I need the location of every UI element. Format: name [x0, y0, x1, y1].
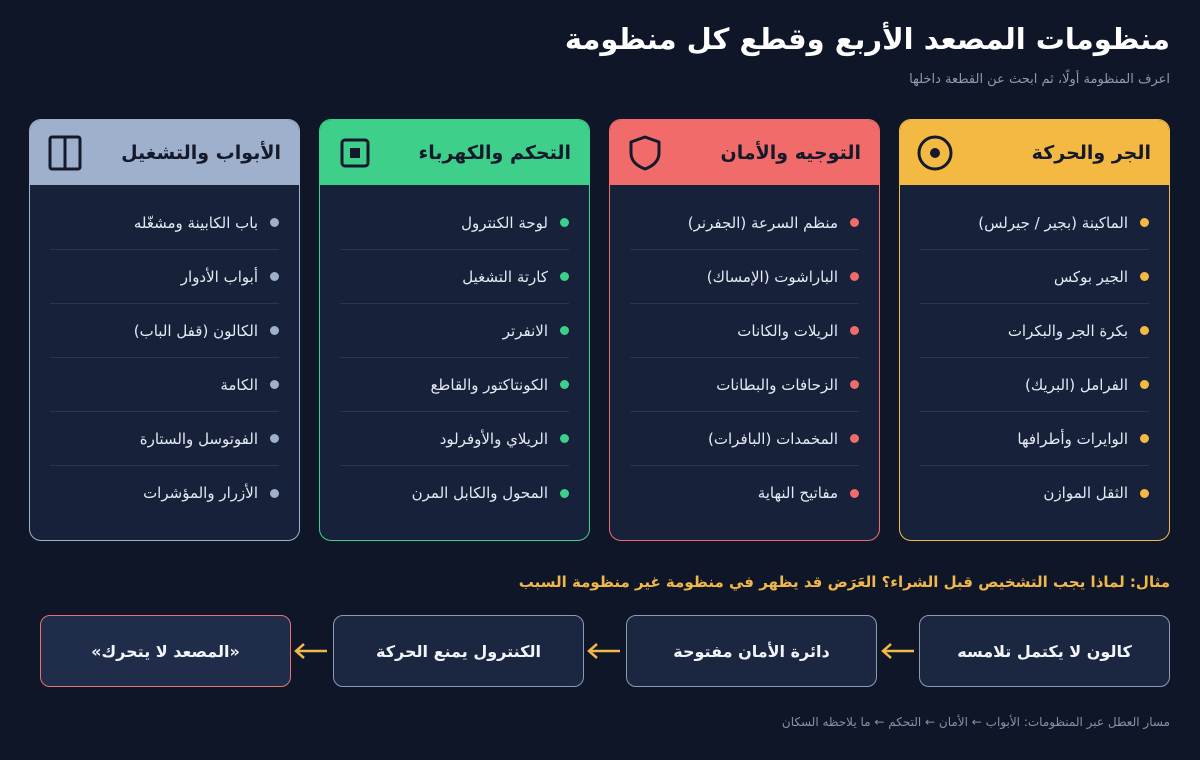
bullet-dot — [850, 489, 859, 498]
flow-step-door-lock: كالون لا يكتمل تلامسه — [919, 615, 1170, 687]
list-item — [340, 304, 569, 358]
list-item — [920, 250, 1149, 304]
item-label: الثقل الموازن — [1043, 484, 1128, 502]
list-item — [920, 304, 1149, 358]
example-caption: مثال: لماذا يجب التشخيص قبل الشراء؟ العَرَض قد يظهر في منظومة غير منظومة السبب — [518, 573, 1170, 591]
system-card-control — [319, 119, 590, 541]
bullet-dot — [850, 326, 859, 335]
bullet-dot — [850, 272, 859, 281]
item-label: الفرامل (البريك) — [1025, 375, 1128, 394]
item-label: الريلاي والأوفرلود — [439, 429, 548, 448]
card-header — [320, 120, 589, 185]
bullet-dot — [1140, 434, 1149, 443]
list-item — [630, 466, 859, 520]
list-item — [340, 466, 569, 520]
list-item — [50, 412, 279, 466]
list-item — [630, 412, 859, 466]
systems-cards — [30, 119, 1170, 541]
item-label: منظم السرعة (الجفرنر) — [687, 213, 838, 232]
list-item — [50, 196, 279, 250]
list-item — [340, 250, 569, 304]
list-item — [920, 358, 1149, 412]
bullet-dot — [850, 380, 859, 389]
item-label: الانفرتر — [502, 321, 548, 340]
system-card-safety — [609, 119, 880, 541]
list-item — [340, 196, 569, 250]
item-label: الماكينة (بجير / جيرلس) — [978, 213, 1128, 232]
arrow-left-icon — [293, 641, 329, 661]
bullet-dot — [270, 380, 279, 389]
list-item — [630, 304, 859, 358]
flow-step-symptom: «المصعد لا يتحرك» — [40, 615, 291, 687]
system-card-traction — [899, 119, 1170, 541]
item-label: الكامة — [220, 375, 258, 394]
list-item — [920, 412, 1149, 466]
chip-square-icon — [336, 134, 374, 172]
bullet-dot — [850, 218, 859, 227]
item-label: الكالون (قفل الباب) — [133, 321, 258, 340]
list-item — [340, 358, 569, 412]
item-label: مفاتيح النهاية — [757, 484, 838, 502]
target-circle-icon — [916, 134, 954, 172]
arrow-left-icon — [880, 641, 916, 661]
footer-note: مسار العطل عبر المنظومات: الأبواب ← الأمان ← التحكم ← ما يلاحظه السكان — [781, 715, 1170, 729]
bullet-dot — [1140, 326, 1149, 335]
bullet-dot — [270, 218, 279, 227]
card-header — [900, 120, 1169, 185]
item-label: الزحافات والبطانات — [716, 375, 838, 394]
bullet-dot — [270, 489, 279, 498]
card-item-list — [610, 185, 879, 520]
item-label: كارتة التشغيل — [462, 267, 548, 286]
arrow-left-icon — [586, 641, 622, 661]
list-item — [920, 466, 1149, 520]
shield-icon — [626, 134, 664, 172]
page-title: منظومات المصعد الأربع وقطع كل منظومة — [564, 22, 1170, 56]
bullet-dot — [270, 326, 279, 335]
item-label: الوايرات وأطرافها — [1017, 429, 1128, 448]
card-item-list — [30, 185, 299, 520]
item-label: الباراشوت (الإمساك) — [706, 267, 838, 286]
system-card-doors — [29, 119, 300, 541]
item-label: لوحة الكنترول — [461, 213, 548, 232]
card-item-list — [320, 185, 589, 520]
bullet-dot — [560, 380, 569, 389]
bullet-dot — [270, 272, 279, 281]
card-title: التوجيه والأمان — [720, 141, 861, 164]
item-label: باب الكابينة ومشغّله — [133, 213, 258, 232]
page-subtitle: اعرف المنظومة أولًا، ثم ابحث عن القطعة داخلها — [909, 72, 1170, 87]
fault-flow — [30, 615, 1170, 687]
bullet-dot — [270, 434, 279, 443]
item-label: أبواب الأدوار — [180, 267, 258, 286]
flow-step-controller: الكنترول يمنع الحركة — [333, 615, 584, 687]
item-label: بكرة الجر والبكرات — [1007, 321, 1128, 340]
bullet-dot — [560, 434, 569, 443]
card-header — [30, 120, 299, 185]
list-item — [340, 412, 569, 466]
item-label: الجير بوكس — [1053, 267, 1128, 286]
list-item — [630, 358, 859, 412]
bullet-dot — [850, 434, 859, 443]
bullet-dot — [560, 326, 569, 335]
bullet-dot — [1140, 272, 1149, 281]
item-label: الريلات والكانات — [737, 321, 838, 340]
list-item — [920, 196, 1149, 250]
bullet-dot — [560, 218, 569, 227]
item-label: المحول والكابل المرن — [411, 484, 548, 502]
list-item — [630, 250, 859, 304]
bullet-dot — [1140, 380, 1149, 389]
item-label: الأزرار والمؤشرات — [143, 484, 258, 502]
item-label: المخمدات (البافرات) — [708, 429, 838, 448]
card-title: الجر والحركة — [1031, 141, 1151, 164]
card-item-list — [900, 185, 1169, 520]
bullet-dot — [1140, 489, 1149, 498]
list-item — [630, 196, 859, 250]
bullet-dot — [560, 272, 569, 281]
list-item — [50, 358, 279, 412]
item-label: الفوتوسل والستارة — [139, 429, 258, 448]
double-door-icon — [46, 134, 84, 172]
bullet-dot — [1140, 218, 1149, 227]
list-item — [50, 250, 279, 304]
card-header — [610, 120, 879, 185]
list-item — [50, 304, 279, 358]
card-title: الأبواب والتشغيل — [121, 141, 281, 164]
item-label: الكونتاكتور والقاطع — [430, 375, 548, 394]
card-title: التحكم والكهرباء — [418, 141, 571, 164]
bullet-dot — [560, 489, 569, 498]
list-item — [50, 466, 279, 520]
flow-step-safety-circuit: دائرة الأمان مفتوحة — [626, 615, 877, 687]
